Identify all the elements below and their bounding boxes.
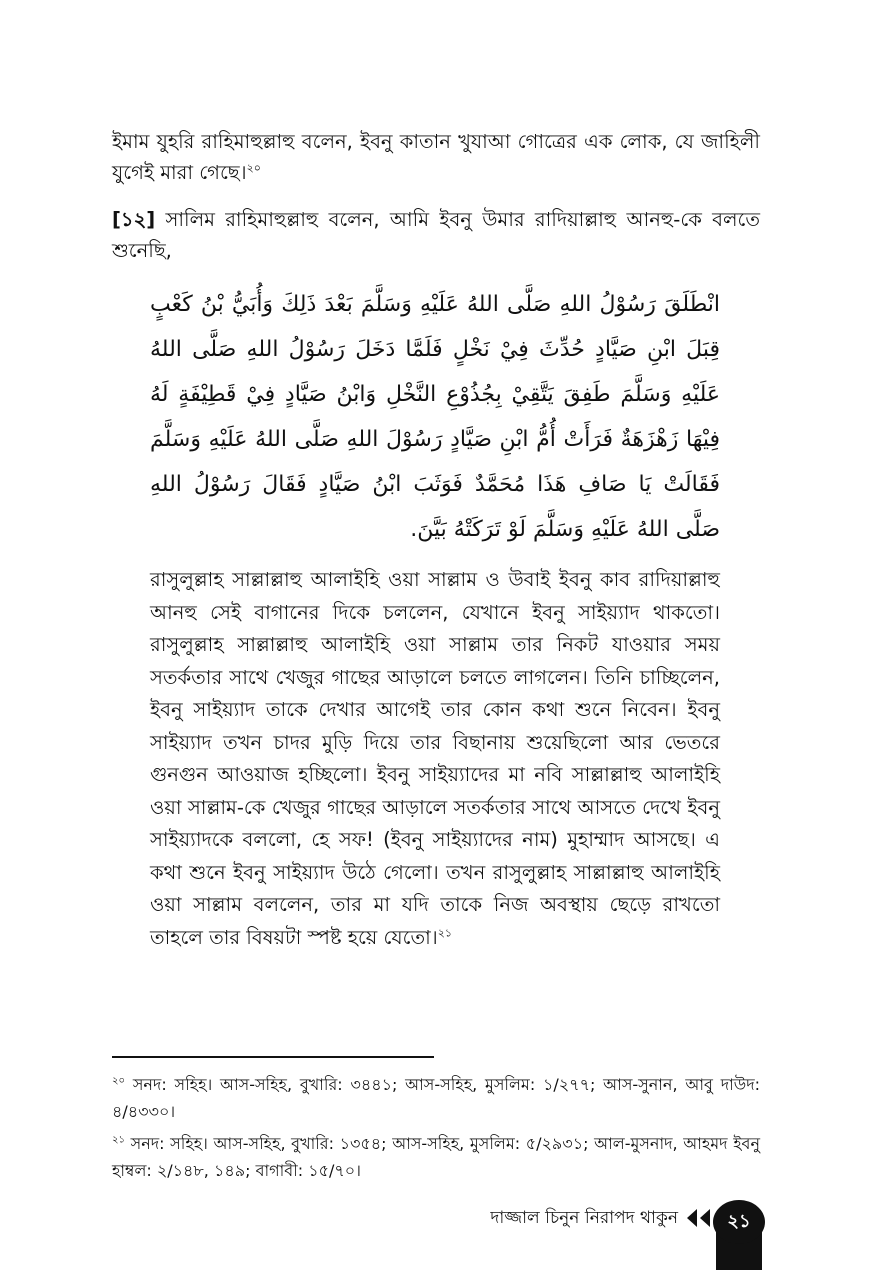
footnote-text: সনদ: সহিহ। আস-সহিহ, বুখারি: ১৩৫৪; আস-সহিহ, মুসলিম: ৫/২৯৩১; আল-মুসনাদ, আহমদ ইবনু হাম্বল: ২/১৪৮, ১৪৯; বাগাবী: ১৫/৭০। bbox=[112, 1134, 760, 1180]
footnote-ref-21: ২১ bbox=[437, 926, 453, 939]
intro-text: ইমাম যুহরি রাহিমাহুল্লাহু বলেন, ইবনু কাতান খুযাআ গোত্রের এক লোক, যে জাহিলী যুগেই মারা গেছে। bbox=[112, 130, 760, 184]
footnote-ref-20: ২০ bbox=[246, 161, 261, 175]
book-title: দাজ্জাল চিনুন নিরাপদ থাকুন bbox=[490, 1208, 678, 1228]
page-number-badge bbox=[713, 1200, 765, 1244]
footnote-separator bbox=[112, 1056, 434, 1058]
intro-paragraph bbox=[112, 126, 760, 188]
page-footer bbox=[0, 1200, 870, 1270]
arabic-hadith-text: انْطَلَقَ رَسُوْلُ اللهِ صَلَّى اللهُ عَلَيْهِ وَسَلَّمَ بَعْدَ ذَلِكَ وَأُبَيُّ بْنُ كَعْبٍ قِبَلَ ابْنِ صَيَّادٍ حُدِّثَ فِيْ نَخْلٍ فَلَمَّا دَخَلَ رَسُوْلُ اللهِ صَلَّى اللهُ عَلَيْهِ وَسَلَّمَ طَفِقَ يَتَّقِيْ بِجُذُوْعِ النَّخْلِ وَابْنُ صَيَّادٍ فِيْ قَطِيْفَةٍ لَهُ فِيْهَا زَهْزَهَةٌ فَرَأَتْ أُمُّ ابْنِ صَيَّادٍ رَسُوْلَ اللهِ صَلَّى اللهُ عَلَيْهِ وَسَلَّمَ فَقَالَتْ يَا صَافِ هَذَا مُحَمَّدٌ فَوَثَبَ ابْنُ صَيَّادٍ فَقَالَ رَسُوْلُ اللهِ صَلَّى اللهُ عَلَيْهِ وَسَلَّمَ لَوْ تَرَكَتْهُ بَيَّنَ. bbox=[150, 292, 720, 542]
hadith-number: [১২] bbox=[112, 208, 156, 231]
footnote-mark: ২১ bbox=[112, 1134, 125, 1146]
footnote-text: সনদ: সহিহ। আস-সহিহ, বুখারি: ৩৪৪১; আস-সহিহ, মুসলিম: ১/২৭৭; আস-সুনান, আবু দাউদ: ৪/৪৩৩০। bbox=[112, 1075, 760, 1121]
hadith-intro-text: সালিম রাহিমাহুল্লাহু বলেন, আমি ইবনু উমার রাদিয়াল্লাহু আনহু-কে বলতে শুনেছি, bbox=[112, 208, 761, 262]
translation-text: রাসুলুল্লাহ সাল্লাল্লাহু আলাইহি ওয়া সাল্লাম ও উবাই ইবনু কাব রাদিয়াল্লাহু আনহু সেই বাগানের দিকে চললেন, যেখানে ইবনু সাইয়্যাদ থাকতো। রাসুলুল্লাহ সাল্লাল্লাহু আলাইহি ওয়া সাল্লাম তার নিকট যাওয়ার সময় সতর্কতার সাথে খেজুর গাছের আড়ালে চলতে লাগলেন। তিনি চাচ্ছিলেন, ইবনু সাইয়্যাদ তাকে দেখার আগেই তার কোন কথা শুনে নিবেন। ইবনু সাইয়্যাদ তখন চাদর মুড়ি দিয়ে তার বিছানায় শুয়েছিলো আর ভেতরে গুনগুন আওয়াজ হচ্ছিলো। ইবনু সাইয়্যাদের মা নবি সাল্লাল্লাহু আলাইহি ওয়া সাল্লাম-কে খেজুর গাছের আড়ালে সতর্কতার সাথে আসতে দেখে ইবনু সাইয়্যাদকে বললো, হে সফ! (ইবনু সাইয়্যাদের নাম) মুহাম্মাদ আসছে। এ কথা শুনে ইবনু সাইয়্যাদ উঠে গেলো। তখন রাসুলুল্লাহ সাল্লাল্লাহু আলাইহি ওয়া সাল্লাম বললেন, তার মা যদি তাকে নিজ অবস্থায় ছেড়ে রাখতো তাহলে তার বিষয়টা স্পষ্ট হয়ে যেতো। bbox=[150, 568, 720, 949]
footnote-mark: ২০ bbox=[112, 1075, 126, 1087]
footnote-21 bbox=[112, 1130, 760, 1184]
hadith-intro-paragraph bbox=[112, 204, 760, 266]
page-number: ২১ bbox=[727, 1211, 751, 1232]
footnote-20 bbox=[112, 1071, 760, 1125]
double-left-triangle-icon bbox=[686, 1207, 712, 1229]
translation-paragraph bbox=[150, 564, 720, 954]
